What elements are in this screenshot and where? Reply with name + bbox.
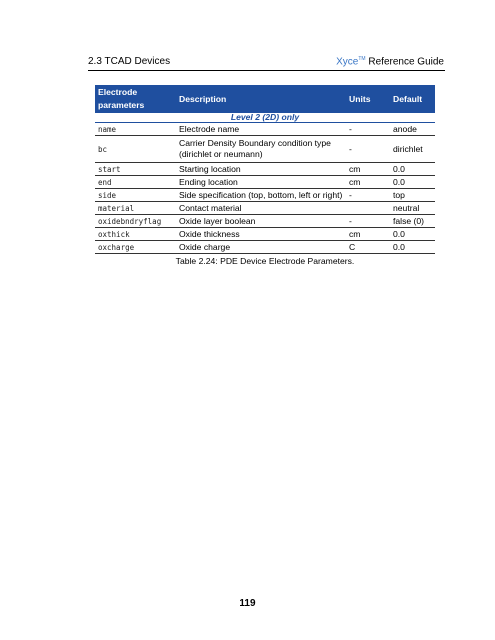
default-cell: dirichlet [390, 136, 435, 163]
column-header-units: Units [346, 85, 390, 113]
description-text: Starting location [179, 163, 241, 174]
brand-name: Xyce [336, 56, 359, 68]
table-row [95, 189, 435, 202]
param-cell: bc [95, 136, 176, 163]
default-cell: neutral [390, 202, 435, 215]
default-cell: 0.0 [390, 163, 435, 176]
default-cell: 0.0 [390, 241, 435, 254]
default-cell: 0.0 [390, 176, 435, 189]
electrode-parameters-table [95, 85, 435, 254]
units-cell [346, 202, 390, 215]
units-cell: - [346, 136, 390, 163]
default-cell: top [390, 189, 435, 202]
param-cell: side [95, 189, 176, 202]
default-cell: false (0) [390, 215, 435, 228]
column-header-param: Electrode parameters [95, 85, 176, 113]
description-text: Oxide thickness [179, 228, 240, 239]
description-text: Oxide layer boolean [179, 215, 256, 226]
table-row [95, 228, 435, 241]
param-cell: oxcharge [95, 241, 176, 254]
param-cell: end [95, 176, 176, 189]
description-text: Electrode name [179, 123, 240, 134]
description-text: Contact material [179, 202, 242, 213]
table-row [95, 123, 435, 136]
column-header-default: Default [390, 85, 435, 113]
guide-title [336, 56, 444, 67]
param-cell: material [95, 202, 176, 215]
units-cell: - [346, 123, 390, 136]
units-cell: cm [346, 228, 390, 241]
level-row [95, 113, 435, 123]
description-cell [176, 136, 346, 163]
page-header [88, 56, 444, 70]
description-text: Ending location [179, 176, 238, 187]
table-row [95, 176, 435, 189]
param-cell: oxidebndryflag [95, 215, 176, 228]
description-cell [176, 228, 346, 241]
section-title: 2.3 TCAD Devices [88, 56, 171, 67]
units-cell: cm [346, 176, 390, 189]
description-text-line2: (dirichlet or neumann) [179, 149, 263, 159]
description-cell [176, 241, 346, 254]
table-row [95, 136, 435, 163]
units-cell: - [346, 189, 390, 202]
header-rule [88, 70, 445, 71]
page-number: 119 [239, 598, 256, 609]
description-text: Side specification (top, bottom, left or right) [179, 189, 343, 200]
description-text: Oxide charge [179, 241, 231, 252]
description-cell [176, 202, 346, 215]
description-cell [176, 189, 346, 202]
units-cell: - [346, 215, 390, 228]
table-row [95, 241, 435, 254]
level-label: Level 2 (2D) only [95, 113, 435, 123]
table-caption: Table 2.24: PDE Device Electrode Parameters. [175, 256, 355, 266]
table-header-row [95, 85, 435, 113]
default-cell: anode [390, 123, 435, 136]
default-cell: 0.0 [390, 228, 435, 241]
units-cell: C [346, 241, 390, 254]
param-cell: name [95, 123, 176, 136]
param-cell: start [95, 163, 176, 176]
description-cell [176, 176, 346, 189]
table-row [95, 163, 435, 176]
table-row [95, 202, 435, 215]
description-text: Carrier Density Boundary condition type [179, 138, 331, 148]
table-row [95, 215, 435, 228]
description-cell [176, 163, 346, 176]
column-header-description: Description [176, 85, 346, 113]
param-cell: oxthick [95, 228, 176, 241]
units-cell: cm [346, 163, 390, 176]
description-cell [176, 123, 346, 136]
guide-label: Reference Guide [368, 56, 444, 68]
trademark-mark: TM [358, 56, 366, 62]
description-cell [176, 215, 346, 228]
